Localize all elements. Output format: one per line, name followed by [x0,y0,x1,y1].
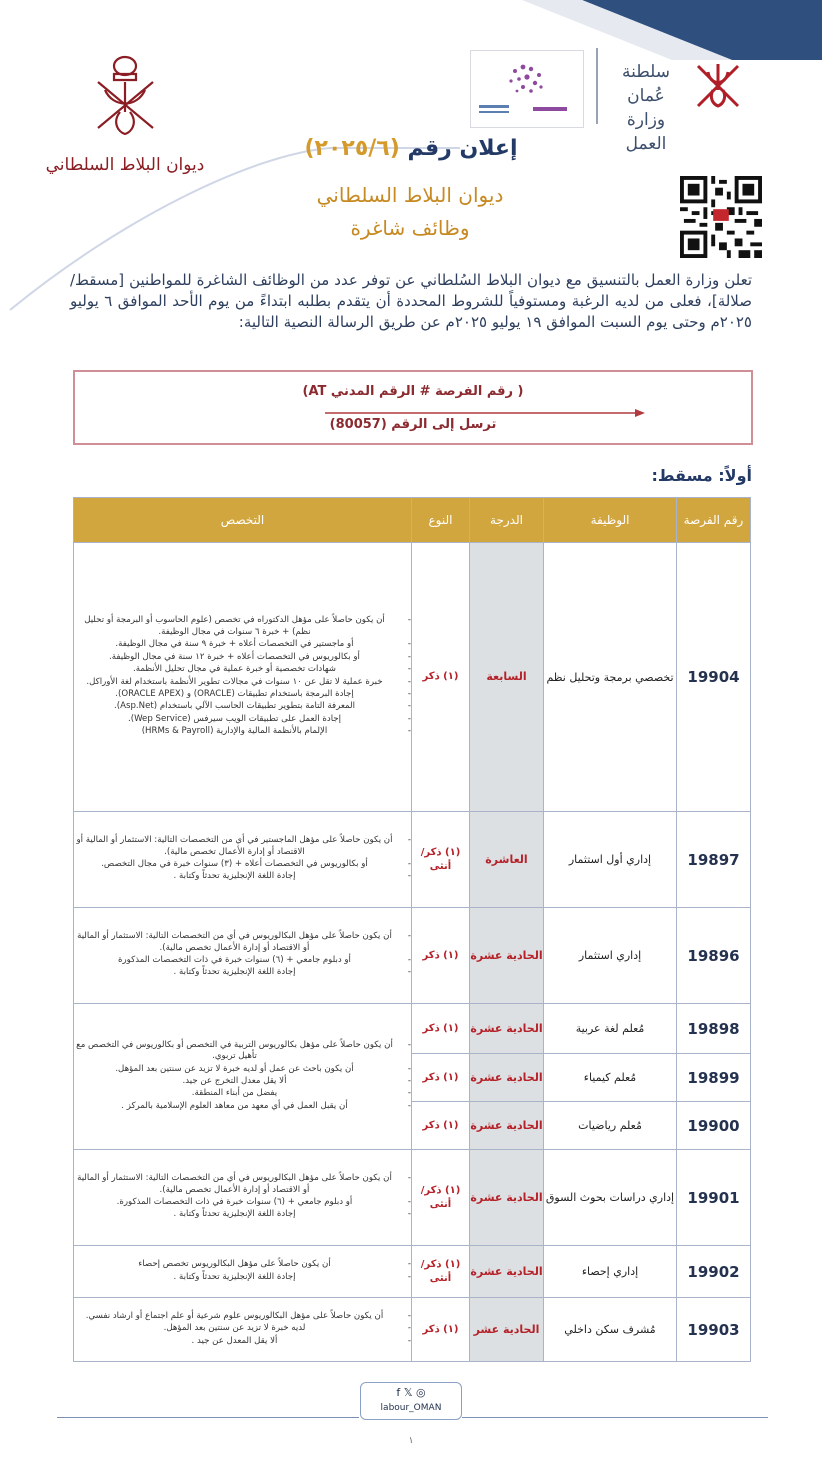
job-requirements [74,908,412,1004]
section-heading-muscat: أولاً: مسقط: [651,466,752,485]
job-code: 19901 [677,1150,751,1246]
requirement-item: - أن يكون حاصلاً على مؤهل البكالوريوس تخصص إحصاء [74,1259,395,1270]
ministry-logo-text: سلطنة عُمان وزارة العمل [621,62,671,154]
oman-national-emblem-icon [690,58,746,114]
oman-vision-logo [470,50,584,128]
requirement-item: - أن يكون حاصلاً على مؤهل الماجستير في أي من التخصصات التالية: الاستثمار أو المالية أو الاقتصاد أو إدارة الأعمال تخصص مالية). [74,835,395,858]
job-requirements [74,1246,412,1298]
header-grade: الدرجة [470,498,544,543]
requirements-list [74,931,411,979]
teachers-requirements [74,1004,412,1150]
job-gender: (١) ذكر [412,1004,470,1054]
announcement-number: (٢٠٢٥/٦) [304,136,400,161]
requirement-item: - يفضل من أبناء المنطقة. [74,1088,395,1099]
header-specialty: التخصص [74,498,412,543]
requirement-item: - أن يقبل العمل في أي معهد من معاهد العلوم الإسلامية بالمركز . [74,1101,395,1112]
requirement-item: - أو بكالوريوس في التخصصات أعلاه + (٣) سنوات خبرة في مجال التخصص. [74,859,395,870]
job-code: 19898 [677,1004,751,1054]
job-grade: الحادية عشر [470,1298,544,1362]
job-title: مُعلم كيمياء [544,1054,677,1102]
job-title: إداري إحصاء [544,1246,677,1298]
requirement-item: - أن يكون حاصلاً على مؤهل بكالوريوس التربية في التخصص أو بكالوريوس في التخصص مع تأهيل تربوي. [74,1040,395,1063]
table-row [74,1004,751,1054]
requirement-item: - إجادة العمل على تطبيقات الويب سيرفس (Wep Service). [74,714,395,725]
sms-send-to-text: ترسل إلى الرقم (80057) [329,417,497,432]
requirement-item: - الإلمام بالأنظمة المالية والإدارية (HRMs & Payroll) [74,726,395,737]
job-grade: السابعة [470,543,544,812]
table-row [74,812,751,908]
job-grade: الحادية عشرة [470,1054,544,1102]
requirement-item: - أو دبلوم جامعي + (٦) سنوات خبرة في ذات التخصصات المذكورة [74,955,395,966]
requirement-item: - إجادة اللغة الإنجليزية تحدثاً وكتابة . [74,967,395,978]
job-gender: (١) ذكر [412,1298,470,1362]
job-grade: العاشرة [470,812,544,908]
requirement-item: - شهادات تخصصية أو خبرة عملية في مجال تحليل الأنظمة. [74,664,395,675]
job-code: 19896 [677,908,751,1004]
header-job: الوظيفة [544,498,677,543]
table-row [74,1150,751,1246]
requirements-list [74,835,411,883]
table-row [74,1246,751,1298]
requirement-item: - إجادة البرمجة باستخدام تطبيقات (ORACLE) و (ORACLE APEX). [74,689,395,700]
job-code: 19897 [677,812,751,908]
social-handle[interactable]: labour_OMAN [380,1403,442,1413]
header-gender: النوع [412,498,470,543]
social-media-badge[interactable] [360,1382,462,1420]
job-grade: الحادية عشرة [470,1102,544,1150]
requirements-list [74,1259,411,1283]
sms-format-text: ( رقم الفرصة # الرقم المدني AT) [302,384,524,399]
table-row [74,908,751,1004]
royal-court-emblem [45,52,205,182]
requirements-list [74,1173,411,1221]
requirement-item: - أن يكون حاصلاً على مؤهل البكالوريوس في أي من التخصصات التالية: الاستثمار أو المالية أو الاقتصاد أو إدارة الأعمال تخصص مالية). [74,1173,395,1196]
job-requirements [74,543,412,812]
job-gender: (١) ذكر/ أنثى [412,1246,470,1298]
job-code: 19900 [677,1102,751,1150]
job-requirements [74,812,412,908]
job-gender: (١) ذكر/ أنثى [412,1150,470,1246]
palace-logo-text: ديوان البلاط السلطاني [45,155,205,175]
sms-instructions-box [73,370,753,445]
qr-code-icon[interactable] [680,176,762,258]
job-title: تخصصي برمجة وتحليل نظم [544,543,677,812]
requirements-list [74,1040,411,1112]
page-number: ١ [408,1436,414,1446]
requirement-item: - أن يكون حاصلاً على مؤهل البكالوريوس في أي من التخصصات التالية: الاستثمار أو المالية أو الاقتصاد أو إدارة الأعمال تخصص مالية). [74,931,395,954]
job-grade: الحادية عشرة [470,1004,544,1054]
header-code: رقم الفرصة [677,498,751,543]
job-title: إداري أول استثمار [544,812,677,908]
table-row [74,1298,751,1362]
requirement-item: - خبرة عملية لا تقل عن ١٠ سنوات في مجالات تطوير الأنظمة باستخدام لغة الأوراكل. [74,677,395,688]
job-grade: الحادية عشرة [470,908,544,1004]
job-gender: (١) ذكر [412,1102,470,1150]
job-gender: (١) ذكر/ أنثى [412,812,470,908]
requirement-item: - إجادة اللغة الإنجليزية تحدثاً وكتابة . [74,1209,395,1220]
social-icons[interactable]: f 𝕏 ◎ [396,1386,426,1399]
footer-divider-right [462,1417,768,1418]
royal-khanjar-emblem-icon [45,52,205,182]
table-header-row [74,498,751,543]
job-gender: (١) ذكر [412,1054,470,1102]
requirement-item: - أن يكون باحث عن عمل أو لديه خبرة لا تزيد عن سنتين بعد المؤهل. [74,1064,395,1075]
job-requirements [74,1150,412,1246]
job-code: 19899 [677,1054,751,1102]
job-title: مُعلم لغة عربية [544,1004,677,1054]
requirement-item: - ألا يقل معدل التخرج عن جيد. [74,1076,395,1087]
requirement-item: - أو بكالوريوس في التخصصات أعلاه + خبرة ١٢ سنة في مجال الوظيفة. [74,652,395,663]
announcement-subtitle-vacancies: وظائف شاغرة [350,216,470,240]
table-row [74,543,751,812]
announcement-title [295,136,527,161]
job-grade: الحادية عشرة [470,1150,544,1246]
vision-dots-logo-icon [471,51,583,127]
announcement-title-prefix: إعلان رقم [407,136,518,161]
job-code: 19904 [677,543,751,812]
intro-paragraph: تعلن وزارة العمل بالتنسيق مع ديوان البلاط السُلطاني عن توفر عدد من الوظائف الشاغرة للمواطنين [مسقط/صلالة]، فعلى من لديه الرغبة ومستوفياً للشروط المحددة أن يتقدم بطلبه ابتداءً من يوم الأحد الموافق ٦ يوليو ٢٠٢٥م وحتى يوم السبت الموافق ١٩ يوليو ٢٠٢٥م عن طريق الرسالة النصية التالية: [70,271,752,331]
requirement-item: - المعرفة التامة بتطوير تطبيقات الحاسب الآلي باستخدام (Asp.Net). [74,701,395,712]
requirement-item: - إجادة اللغة الإنجليزية تحدثاً وكتابة . [74,1272,395,1283]
requirement-item: - أو ماجستير في التخصصات أعلاه + خبرة ٩ سنة في مجال الوظيفة. [74,639,395,650]
job-title: إداري دراسات بحوث السوق [544,1150,677,1246]
job-title: مُعلم رياضيات [544,1102,677,1150]
requirement-item: - أو دبلوم جامعي + (٦) سنوات خبرة في ذات التخصصات المذكورة. [74,1197,395,1208]
job-title: إداري استثمار [544,908,677,1004]
announcement-subtitle-entity: ديوان البلاط السلطاني [316,183,504,207]
ministry-of-labour-logo [596,48,752,154]
job-gender: (١) ذكر [412,543,470,812]
requirement-item: - أن يكون حاصلاً على مؤهل البكالوريوس علوم شرعية أو علم اجتماع أو ارشاد نفسي. [74,1311,395,1322]
job-gender: (١) ذكر [412,908,470,1004]
requirement-item: - أن يكون حاصلاً على مؤهل الدكتوراه في تخصص (علوم الحاسوب أو البرمجة أو تحليل نظم) + خبرة ٦ سنوات في مجال الوظيفة. [74,615,395,638]
job-code: 19903 [677,1298,751,1362]
requirement-item: - ألا يقل المعدل عن جيد . [74,1336,395,1347]
job-requirements [74,1298,412,1362]
requirements-list [74,1311,411,1347]
jobs-table [73,497,751,1362]
job-code: 19902 [677,1246,751,1298]
requirement-item: - لديه خبرة لا تزيد عن سنتين بعد المؤهل. [74,1323,395,1334]
footer-divider-left [57,1417,359,1418]
requirements-list [74,615,411,737]
job-grade: الحادية عشرة [470,1246,544,1298]
job-title: مُشرف سكن داخلي [544,1298,677,1362]
requirement-item: - إجادة اللغة الإنجليزية تحدثاً وكتابة . [74,871,395,882]
